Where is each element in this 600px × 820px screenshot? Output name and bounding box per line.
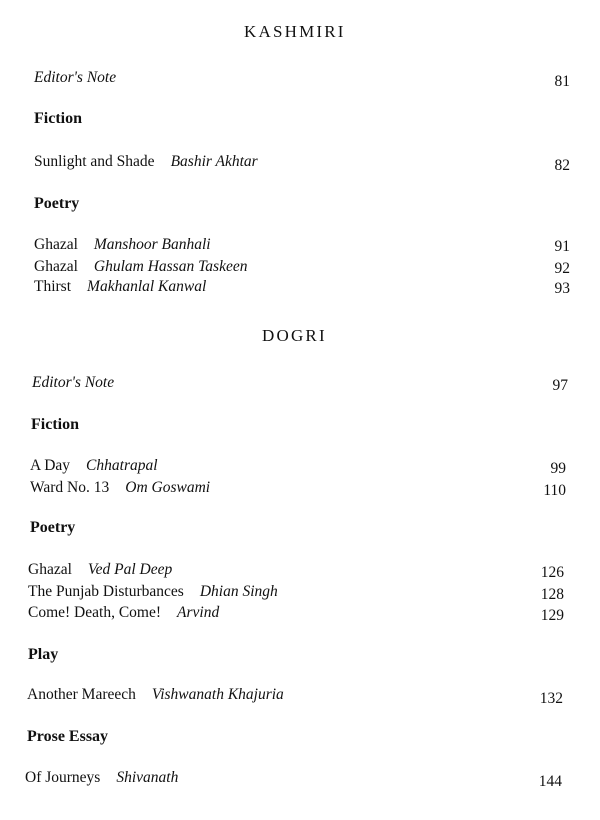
entry-title: Editor's Note: [34, 69, 117, 86]
entry-author: Dhian Singh: [199, 583, 278, 600]
toc-entry[interactable]: [34, 278, 570, 300]
entry-author: Om Goswami: [125, 479, 211, 496]
category-heading-prose-essay: Prose Essay: [27, 728, 109, 745]
page-number: 91: [554, 238, 570, 255]
page-number: 129: [540, 607, 564, 624]
entry-title: Sunlight and Shade: [34, 153, 155, 170]
section-heading-kashmiri: KASHMIRI: [244, 22, 346, 41]
page-number: 81: [554, 73, 570, 90]
page-number: 144: [538, 773, 562, 790]
entry-author: Chhatrapal: [86, 457, 158, 474]
toc-entry[interactable]: [34, 153, 570, 175]
page-number: 92: [554, 260, 570, 277]
entry-title: Another Mareech: [27, 686, 136, 703]
entry-title: Ghazal: [34, 258, 78, 275]
category-heading-fiction: Fiction: [31, 416, 79, 433]
page-number: 99: [550, 460, 566, 477]
section-heading-dogri: DOGRI: [262, 326, 327, 345]
entry-title: Ghazal: [28, 561, 72, 578]
category-heading-play: Play: [28, 646, 59, 663]
page-number: 126: [540, 564, 564, 581]
toc-entry[interactable]: [34, 236, 570, 258]
toc-entry[interactable]: [25, 769, 562, 791]
entry-title: A Day: [30, 457, 71, 474]
page-number: 110: [543, 482, 566, 499]
page-number: 93: [554, 280, 570, 297]
toc-entry[interactable]: [30, 457, 566, 479]
toc-entry-editors-note[interactable]: [32, 374, 568, 396]
page-number: 82: [554, 157, 570, 174]
entry-author: Shivanath: [116, 769, 179, 786]
entry-title: The Punjab Disturbances: [28, 583, 184, 600]
entry-author: Arvind: [177, 604, 220, 621]
entry-author: Bashir Akhtar: [170, 153, 258, 170]
entry-author: Manshoor Banhali: [93, 236, 211, 253]
toc-entry[interactable]: [34, 258, 570, 280]
entry-title: Come! Death, Come!: [28, 604, 162, 621]
toc-entry[interactable]: [28, 561, 564, 583]
category-heading-poetry: Poetry: [34, 195, 80, 212]
toc-entry[interactable]: [28, 604, 564, 626]
entry-author: Ved Pal Deep: [87, 561, 173, 578]
page-number: 132: [539, 690, 563, 707]
entry-title: Of Journeys: [25, 769, 101, 786]
entry-author: Makhanlal Kanwal: [87, 278, 207, 295]
entry-title: Thirst: [34, 278, 72, 295]
entry-author: Vishwanath Khajuria: [151, 686, 284, 703]
page-number: 128: [540, 586, 564, 603]
toc-entry[interactable]: [30, 479, 566, 501]
category-heading-poetry: Poetry: [30, 519, 76, 536]
toc-entry[interactable]: [27, 686, 563, 708]
entry-title: Editor's Note: [32, 374, 115, 391]
page-number: 97: [552, 377, 568, 394]
toc-entry[interactable]: [28, 583, 564, 605]
toc-entry-editors-note[interactable]: [34, 69, 570, 91]
category-heading-fiction: Fiction: [34, 110, 82, 127]
entry-title: Ward No. 13: [30, 479, 110, 496]
entry-author: Ghulam Hassan Taskeen: [93, 258, 248, 275]
entry-title: Ghazal: [34, 236, 78, 253]
